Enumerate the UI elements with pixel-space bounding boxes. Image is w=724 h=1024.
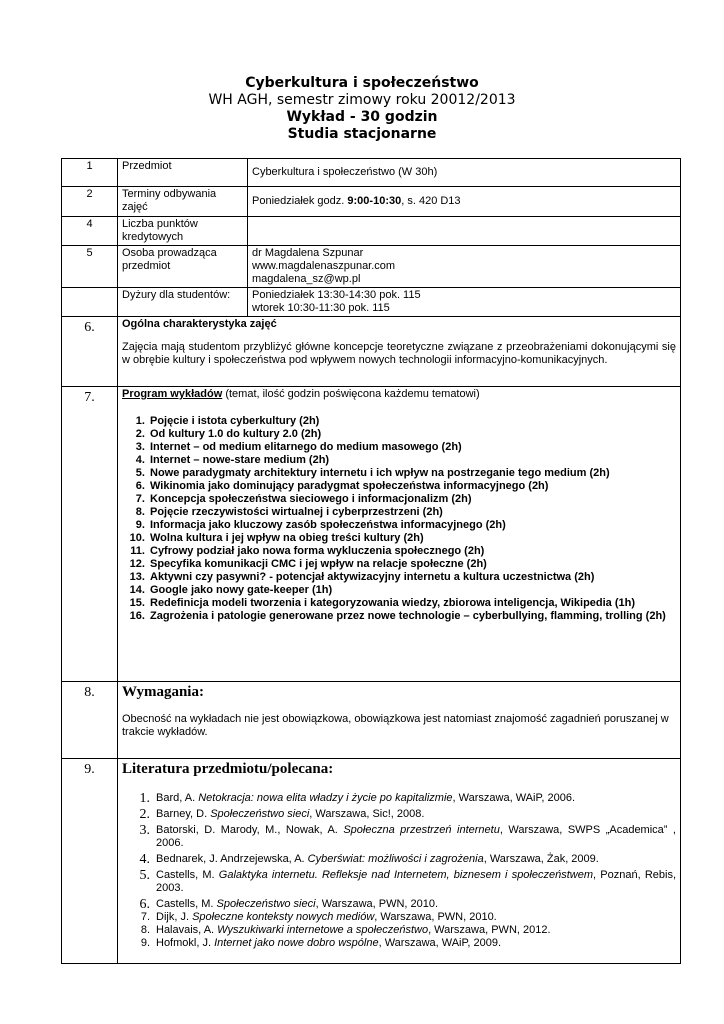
program-note: (temat, ilość godzin poświęcona każdemu tematowi) xyxy=(222,388,480,400)
row-value: Cyberkultura i społeczeństwo (W 30h) xyxy=(248,159,681,187)
office-hours-line: Poniedziałek 13:30-14:30 pok. 115 xyxy=(252,289,421,301)
list-item: 13. Aktywni czy pasywni? - potencjał aktywizacyjny internetu a kultura uczestnictwa (2h) xyxy=(148,571,676,584)
schedule-time: 9:00-10:30 xyxy=(347,195,402,207)
row-number: 4 xyxy=(62,217,118,246)
document-header xyxy=(0,75,724,143)
row-value xyxy=(248,288,681,317)
row-number: 7. xyxy=(62,387,118,682)
list-item: 1. Pojęcie i istota cyberkultury (2h) xyxy=(148,415,676,428)
list-item: 3. Internet – od medium elitarnego do medium masowego (2h) xyxy=(148,441,676,454)
row-number: 1 xyxy=(62,159,118,187)
section-heading: Ogólna charakterystyka zajęć xyxy=(122,318,277,330)
row-value xyxy=(248,217,681,246)
schedule-day: Poniedziałek godz. xyxy=(252,195,348,207)
program-list xyxy=(122,415,676,623)
list-item: Batorski, D. Marody, M., Nowak, A. Społeczna przestrzeń internetu, Warszawa, SWPS „Academica” , 2006. xyxy=(156,824,676,849)
row-schedule xyxy=(62,187,681,217)
literature-list xyxy=(122,792,676,950)
row-number: 9. xyxy=(62,759,118,964)
lecture-hours: Wykład - 30 godzin xyxy=(286,109,438,125)
list-item: Bard, A. Netokracja: nowa elita władzy i życie po kapitalizmie, Warszawa, WAiP, 2006. xyxy=(156,792,576,804)
list-item: Castells, M. Społeczeństwo sieci, Warszawa, PWN, 2010. xyxy=(156,898,439,910)
section-heading xyxy=(122,388,676,401)
list-item: 4. Internet – nowe-stare medium (2h) xyxy=(148,454,676,467)
list-item: Castells, M. Galaktyka internetu. Refleksje nad Internetem, biznesem i społeczeństwem, Poznań, Rebis, 2003. xyxy=(156,869,677,894)
list-item: Hofmokl, J. Internet jako nowe dobro wspólne, Warszawa, WAiP, 2009. xyxy=(156,937,502,949)
program-heading: Program wykładów xyxy=(122,388,223,400)
section-text: Zajęcia mają studentom przybliżyć główne koncepcje teoretyczne związane z przeobrażeniami dokonującymi się w obrębie kultury i społeczeństwa pod wpływem nowych technologii informacyjno-komunikacyjnych. xyxy=(122,341,676,366)
row-subject xyxy=(62,159,681,187)
row-number: 5 xyxy=(62,246,118,288)
list-item: 7. Koncepcja społeczeństwa sieciowego i informacjonalizm (2h) xyxy=(148,493,676,506)
list-item: 12. Specyfika komunikacji CMC i jej wpływ na relacje społeczne (2h) xyxy=(148,558,676,571)
office-hours-line: wtorek 10:30-11:30 pok. 115 xyxy=(252,302,390,314)
row-office-hours xyxy=(62,288,681,317)
list-item: 2. Od kultury 1.0 do kultury 2.0 (2h) xyxy=(148,428,676,441)
list-item: 15. Redefinicja modeli tworzenia i kategoryzowania wiedzy, zbiorowa inteligencja, Wikipedia (1h) xyxy=(148,597,676,610)
row-content xyxy=(118,682,681,759)
list-item: 14. Google jako nowy gate-keeper (1h) xyxy=(148,584,676,597)
row-value xyxy=(248,246,681,288)
study-mode: Studia stacjonarne xyxy=(287,126,437,142)
lecturer-name: dr Magdalena Szpunar xyxy=(252,247,364,259)
course-title: Cyberkultura i społeczeństwo xyxy=(245,75,479,91)
row-content xyxy=(118,317,681,387)
list-item: 8. Pojęcie rzeczywistości wirtualnej i cyberprzestrzeni (2h) xyxy=(148,506,676,519)
list-item: 6. Wikinomia jako dominujący paradygmat społeczeństwa informacyjnego (2h) xyxy=(148,480,676,493)
syllabus-table xyxy=(61,158,681,964)
row-label: Terminy odbywania zajęć xyxy=(118,187,248,217)
section-heading: Literatura przedmiotu/polecana: xyxy=(122,761,334,777)
list-item: Barney, D. Społeczeństwo sieci, Warszawa, Sic!, 2008. xyxy=(156,808,425,820)
row-label: Dyżury dla studentów: xyxy=(118,288,248,317)
section-heading: Wymagania: xyxy=(122,684,204,700)
row-credits xyxy=(62,217,681,246)
row-label: Osoba prowadząca przedmiot xyxy=(118,246,248,288)
row-characteristics xyxy=(62,317,681,387)
course-subtitle: WH AGH, semestr zimowy roku 20012/2013 xyxy=(208,92,516,108)
row-label: Przedmiot xyxy=(118,159,248,187)
row-number xyxy=(62,288,118,317)
row-literature xyxy=(62,759,681,964)
list-item: 5. Nowe paradygmaty architektury internetu i ich wpływ na postrzeganie tego medium (2h) xyxy=(148,467,676,480)
list-item: 10. Wolna kultura i jej wpływ na obieg treści kultury (2h) xyxy=(148,532,676,545)
list-item: Dijk, J. Społeczne konteksty nowych mediów, Warszawa, PWN, 2010. xyxy=(156,911,497,923)
row-lecturer xyxy=(62,246,681,288)
row-content xyxy=(118,387,681,682)
row-number: 8. xyxy=(62,682,118,759)
row-value xyxy=(248,187,681,217)
section-text: Obecność na wykładach nie jest obowiązkowa, obowiązkowa jest natomiast znajomość zagadnień poruszanej w trakcie wykładów. xyxy=(122,713,669,738)
row-number: 2 xyxy=(62,187,118,217)
row-label: Liczba punktów kredytowych xyxy=(118,217,248,246)
schedule-room: , s. 420 D13 xyxy=(401,195,461,207)
list-item: 16. Zagrożenia i patologie generowane przez nowe technologie – cyberbullying, flamming, trolling (2h) xyxy=(148,610,676,623)
list-item: Bednarek, J. Andrzejewska, A. Cyberświat: możliwości i zagrożenia, Warszawa, Żak, 2009. xyxy=(156,853,599,865)
list-item: Halavais, A. Wyszukiwarki internetowe a społeczeństwo, Warszawa, PWN, 2012. xyxy=(156,924,551,936)
row-program xyxy=(62,387,681,682)
lecturer-email: magdalena_sz@wp.pl xyxy=(252,273,361,285)
row-requirements xyxy=(62,682,681,759)
row-number: 6. xyxy=(62,317,118,387)
row-content xyxy=(118,759,681,964)
list-item: 9. Informacja jako kluczowy zasób społeczeństwa informacyjnego (2h) xyxy=(148,519,676,532)
lecturer-website: www.magdalenaszpunar.com xyxy=(252,260,396,272)
list-item: 11. Cyfrowy podział jako nowa forma wykluczenia społecznego (2h) xyxy=(148,545,676,558)
